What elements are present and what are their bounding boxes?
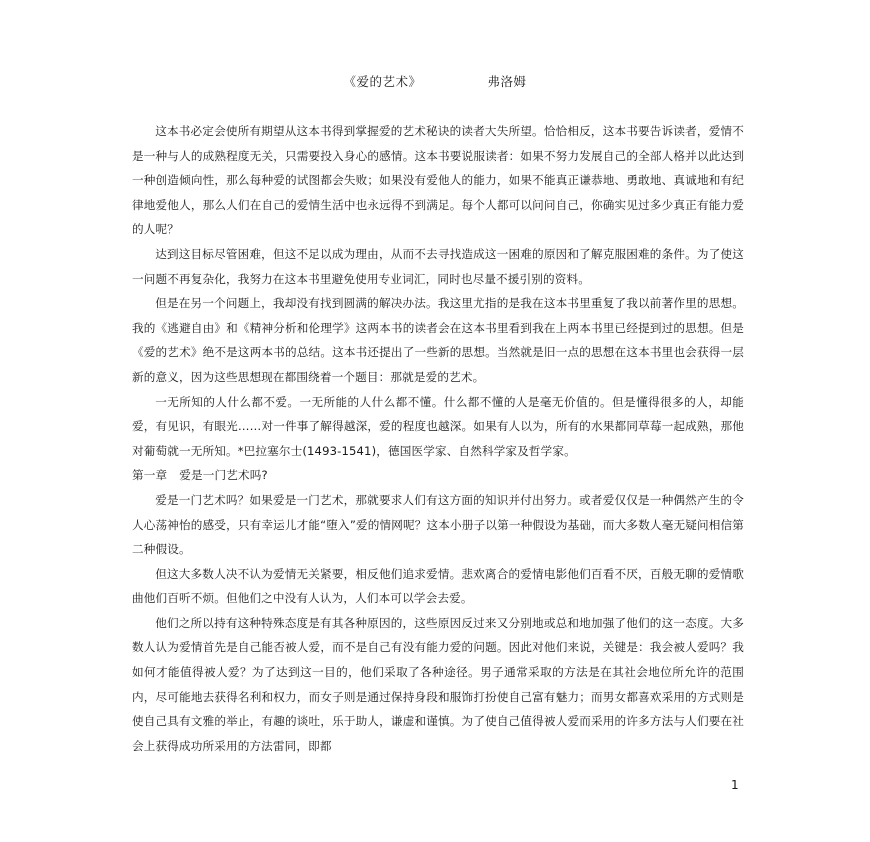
paragraph-chapter-3: 他们之所以持有这种特殊态度是有其各种原因的，这些原因反过来又分别地或总和地加强了他们的这一态度。大多数人认为爱情首先是自己能否被人爱，而不是自己有没有能力爱的问题。因此对他们来说，关键是：我会被人爱吗？我如何才能值得被人爱？为了达到这一目的，他们采取了各种途径。男子通常采取的方法是在其社会地位所允许的范围内，尽可能地去获得名利和权力，而女子则是通过保持身段和服饰打扮使自己富有魅力；而男女都喜欢采用的方式则是使自己具有文雅的举止，有趣的谈吐，乐于助人，谦虚和谨慎。为了使自己值得被人爱而采用的许多方法与人们要在社会上获得成功所采用的方法雷同，即都 [132,615,744,753]
paragraph-chapter-2: 但这大多数人决不认为爱情无关紧要，相反他们追求爱情。悲欢离合的爱情电影他们百看不厌，百般无聊的爱情歌曲他们百听不烦。但他们之中没有人认为，人们本可以学会去爱。 [132,566,744,606]
chapter-heading [132,463,744,488]
document-body [132,119,744,758]
paragraph-preface-1: 这本书必定会使所有期望从这本书得到掌握爱的艺术秘诀的读者大失所望。恰恰相反，这本书要告诉读者，爱情不是一种与人的成熟程度无关，只需要投入身心的感情。这本书要说服读者：如果不努力发展自己的全部人格并以此达到一种创造倾向性，那么每种爱的试图都会失败；如果没有爱他人的能力，如果不能真正谦恭地、勇敢地、真诚地和有纪律地爱他人，那么人们在自己的爱情生活中也永远得不到满足。每个人都可以问问自己，你确实见过多少真正有能力爱的人呢？ [132,124,744,237]
paragraph-preface-3: 但是在另一个问题上，我却没有找到圆满的解决办法。我这里尤指的是我在这本书里重复了我以前著作里的思想。我的《逃避自由》和《精神分析和伦理学》这两本书的读者会在这本书里看到我在上两本书里已经提到过的思想。但是《爱的艺术》绝不是这两本书的总结。这本书还提出了一些新的思想。当然就是旧一点的思想在这本书里也会获得一层新的意义，因为这些思想现在都围绕着一个题目：那就是爱的艺术。 [132,296,744,384]
book-title: 《爱的艺术》 [343,74,422,89]
document-title-line [0,72,870,90]
chapter-number: 第一章 [132,468,168,483]
chapter-title: 爱是一门艺术吗? [179,468,268,483]
author-name: 弗洛姆 [487,74,527,89]
paragraph-preface-2: 达到这目标尽管困难，但这不足以成为理由，从而不去寻找造成这一困难的原因和了解克服困难的条件。为了使这一问题不再复杂化，我努力在这本书里避免使用专业词汇，同时也尽量不援引别的资料。 [132,246,744,286]
paragraph-epigraph: 一无所知的人什么都不爱。一无所能的人什么都不懂。什么都不懂的人是毫无价值的。但是懂得很多的人，却能爱，有见识，有眼光……对一件事了解得越深，爱的程度也越深。如果有人以为，所有的水果都同草莓一起成熟，那他对葡萄就一无所知。*巴拉塞尔士(1493-1541)，德国医学家、自然科学家及哲学家。 [132,394,744,458]
paragraph-chapter-1: 爱是一门艺术吗？如果爱是一门艺术，那就要求人们有这方面的知识并付出努力。或者爱仅仅是一种偶然产生的令人心荡神怡的感受，只有幸运儿才能“堕入”爱的情网呢？这本小册子以第一种假设为基础，而大多数人毫无疑问相信第二种假设。 [132,492,744,557]
page-number: 1 [731,778,739,792]
